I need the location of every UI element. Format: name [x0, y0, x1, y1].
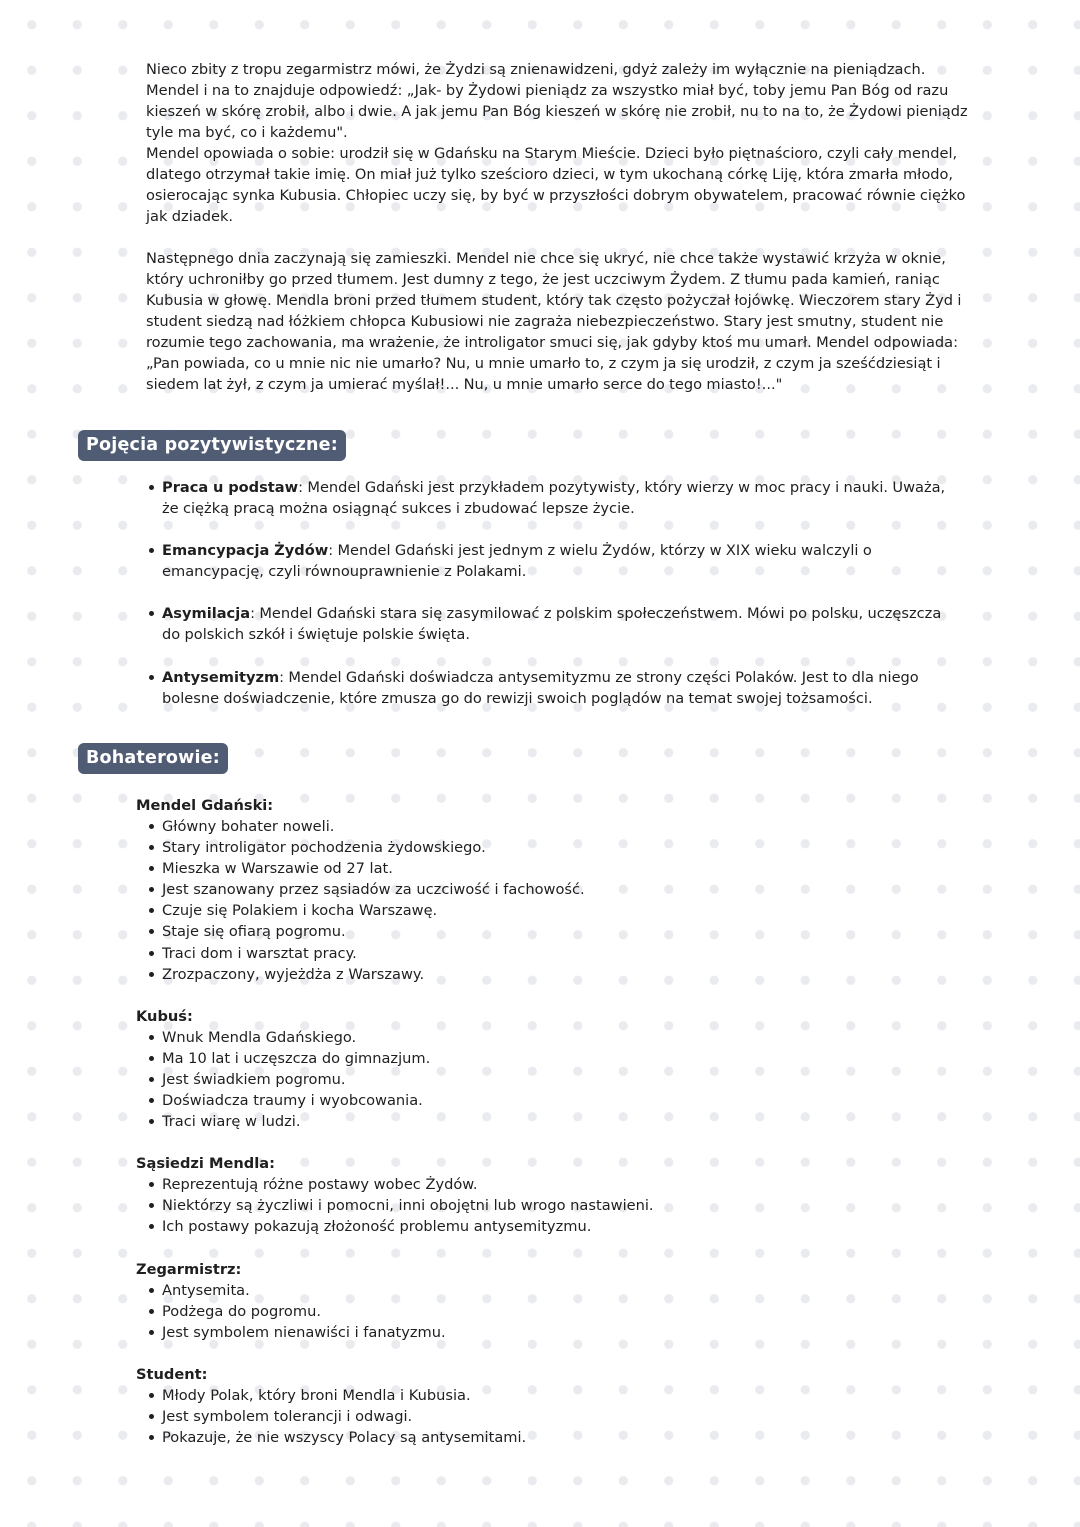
- concept-item: [162, 667, 962, 709]
- list-item: Mieszka w Warszawie od 27 lat.: [162, 858, 585, 879]
- list-item: Podżega do pogromu.: [162, 1301, 446, 1322]
- concept-text: : Mendel Gdański jest przykładem pozytywisty, który wierzy w moc pracy i nauki. Uważa, że ciężką pracą można osiągnąć sukces i zbudować lepsze życie.: [162, 479, 946, 517]
- concept-term: Praca u podstaw: [162, 479, 299, 496]
- concept-item: [162, 603, 962, 645]
- list-item: Jest świadkiem pogromu.: [162, 1069, 430, 1090]
- characters-heading: Bohaterowie:: [78, 743, 228, 774]
- list-item: Ich postawy pokazują złożoność problemu antysemityzmu.: [162, 1216, 654, 1237]
- list-item: Jest szanowany przez sąsiadów za uczciwość i fachowość.: [162, 879, 585, 900]
- intro-paragraph-1: Nieco zbity z tropu zegarmistrz mówi, że Żydzi są znienawidzeni, gdyż zależy im wyłącznie na pieniądzach. Mendel i na to znajduje odpowiedź: „Jak- by Żydowi pieniądz za wszystko miał być, toby jemu Pan Bóg od razu kieszeń w skórę zrobił, albo i dwie. A jak jemu Pan Bóg kieszeń w skórę nie zrobił, nu to na to, że Żydowi pieniądz tyle ma być, co i każdemu".: [146, 61, 968, 141]
- concepts-heading: Pojęcia pozytywistyczne:: [78, 430, 346, 461]
- character-name: Kubuś:: [136, 1008, 193, 1025]
- character-traits-list: [162, 1385, 526, 1448]
- concept-term: Emancypacja Żydów: [162, 542, 329, 559]
- concept-term: Asymilacja: [162, 605, 251, 622]
- concept-text: : Mendel Gdański stara się zasymilować z polskim społeczeństwem. Mówi po polsku, uczęszcza do polskich szkół i świętuje polskie święta.: [162, 605, 942, 643]
- concept-text: : Mendel Gdański jest jednym z wielu Żydów, którzy w XIX wieku walczyli o emancypację, czyli równouprawnienie z Polakami.: [162, 542, 872, 580]
- list-item: Jest symbolem tolerancji i odwagi.: [162, 1406, 526, 1427]
- list-item: Młody Polak, który broni Mendla i Kubusia.: [162, 1385, 526, 1406]
- list-item: Główny bohater noweli.: [162, 816, 585, 837]
- list-item: Pokazuje, że nie wszyscy Polacy są antysemitami.: [162, 1427, 526, 1448]
- intro-paragraph-2: Mendel opowiada o sobie: urodził się w Gdańsku na Starym Mieście. Dzieci było piętnaścioro, czyli cały mendel, dlatego otrzymał takie imię. On miał już tylko sześcioro dzieci, w tym ukochaną córkę Liję, która zmarła młodo, osierocając synka Kubusia. Chłopiec uczy się, by być w przyszłości dobrym obywatelem, pracować równie ciężko jak dziadek.: [146, 145, 966, 225]
- list-item: Traci wiarę w ludzi.: [162, 1111, 430, 1132]
- list-item: Ma 10 lat i uczęszcza do gimnazjum.: [162, 1048, 430, 1069]
- list-item: Traci dom i warsztat pracy.: [162, 943, 585, 964]
- character-traits-list: [162, 1280, 446, 1343]
- list-item: Stary introligator pochodzenia żydowskiego.: [162, 837, 585, 858]
- list-item: Doświadcza traumy i wyobcowania.: [162, 1090, 430, 1111]
- list-item: Niektórzy są życzliwi i pomocni, inni obojętni lub wrogo nastawieni.: [162, 1195, 654, 1216]
- concept-term: Antysemityzm: [162, 669, 280, 686]
- list-item: Antysemita.: [162, 1280, 446, 1301]
- character-name: Zegarmistrz:: [136, 1261, 242, 1278]
- concept-text: : Mendel Gdański doświadcza antysemityzmu ze strony części Polaków. Jest to dla niego bolesne doświadczenie, które zmusza go do rewizji swoich poglądów na temat swojej tożsamości.: [162, 669, 919, 707]
- character-name: Sąsiedzi Mendla:: [136, 1155, 275, 1172]
- character-name: Student:: [136, 1366, 208, 1383]
- list-item: Zrozpaczony, wyjeżdża z Warszawy.: [162, 964, 585, 985]
- character-traits-list: [162, 1174, 654, 1237]
- character-traits-list: [162, 816, 585, 985]
- list-item: Wnuk Mendla Gdańskiego.: [162, 1027, 430, 1048]
- concept-item: [162, 477, 962, 519]
- concept-item: [162, 540, 962, 582]
- intro-paragraph-3: Następnego dnia zaczynają się zamieszki. Mendel nie chce się ukryć, nie chce także wystawić krzyża w oknie, który uchroniłby go przed tłumem. Jest dumny z tego, że jest uczciwym Żydem. Z tłumu pada kamień, raniąc Kubusia w głowę. Mendla broni przed tłumem student, który tak często pożyczał łojówkę. Wieczorem stary Żyd i student siedzą nad łóżkiem chłopca Kubusiowi nie zagraża niebezpieczeństwo. Stary jest smutny, student nie rozumie tego zachowania, ma wrażenie, że introligator smuci się, jak gdyby ktoś mu umarł. Mendel odpowiada: „Pan powiada, co u mnie nic nie umarło? Nu, u mnie umarło to, z czym ja się urodził, z czym ja sześćdziesiąt i siedem lat żył, z czym ja umierać myślał!... Nu, u mnie umarło serce do tego miasto!...": [146, 250, 962, 393]
- list-item: Czuje się Polakiem i kocha Warszawę.: [162, 900, 585, 921]
- list-item: Jest symbolem nienawiści i fanatyzmu.: [162, 1322, 446, 1343]
- character-name: Mendel Gdański:: [136, 797, 274, 814]
- list-item: Staje się ofiarą pogromu.: [162, 921, 585, 942]
- character-traits-list: [162, 1027, 430, 1132]
- list-item: Reprezentują różne postawy wobec Żydów.: [162, 1174, 654, 1195]
